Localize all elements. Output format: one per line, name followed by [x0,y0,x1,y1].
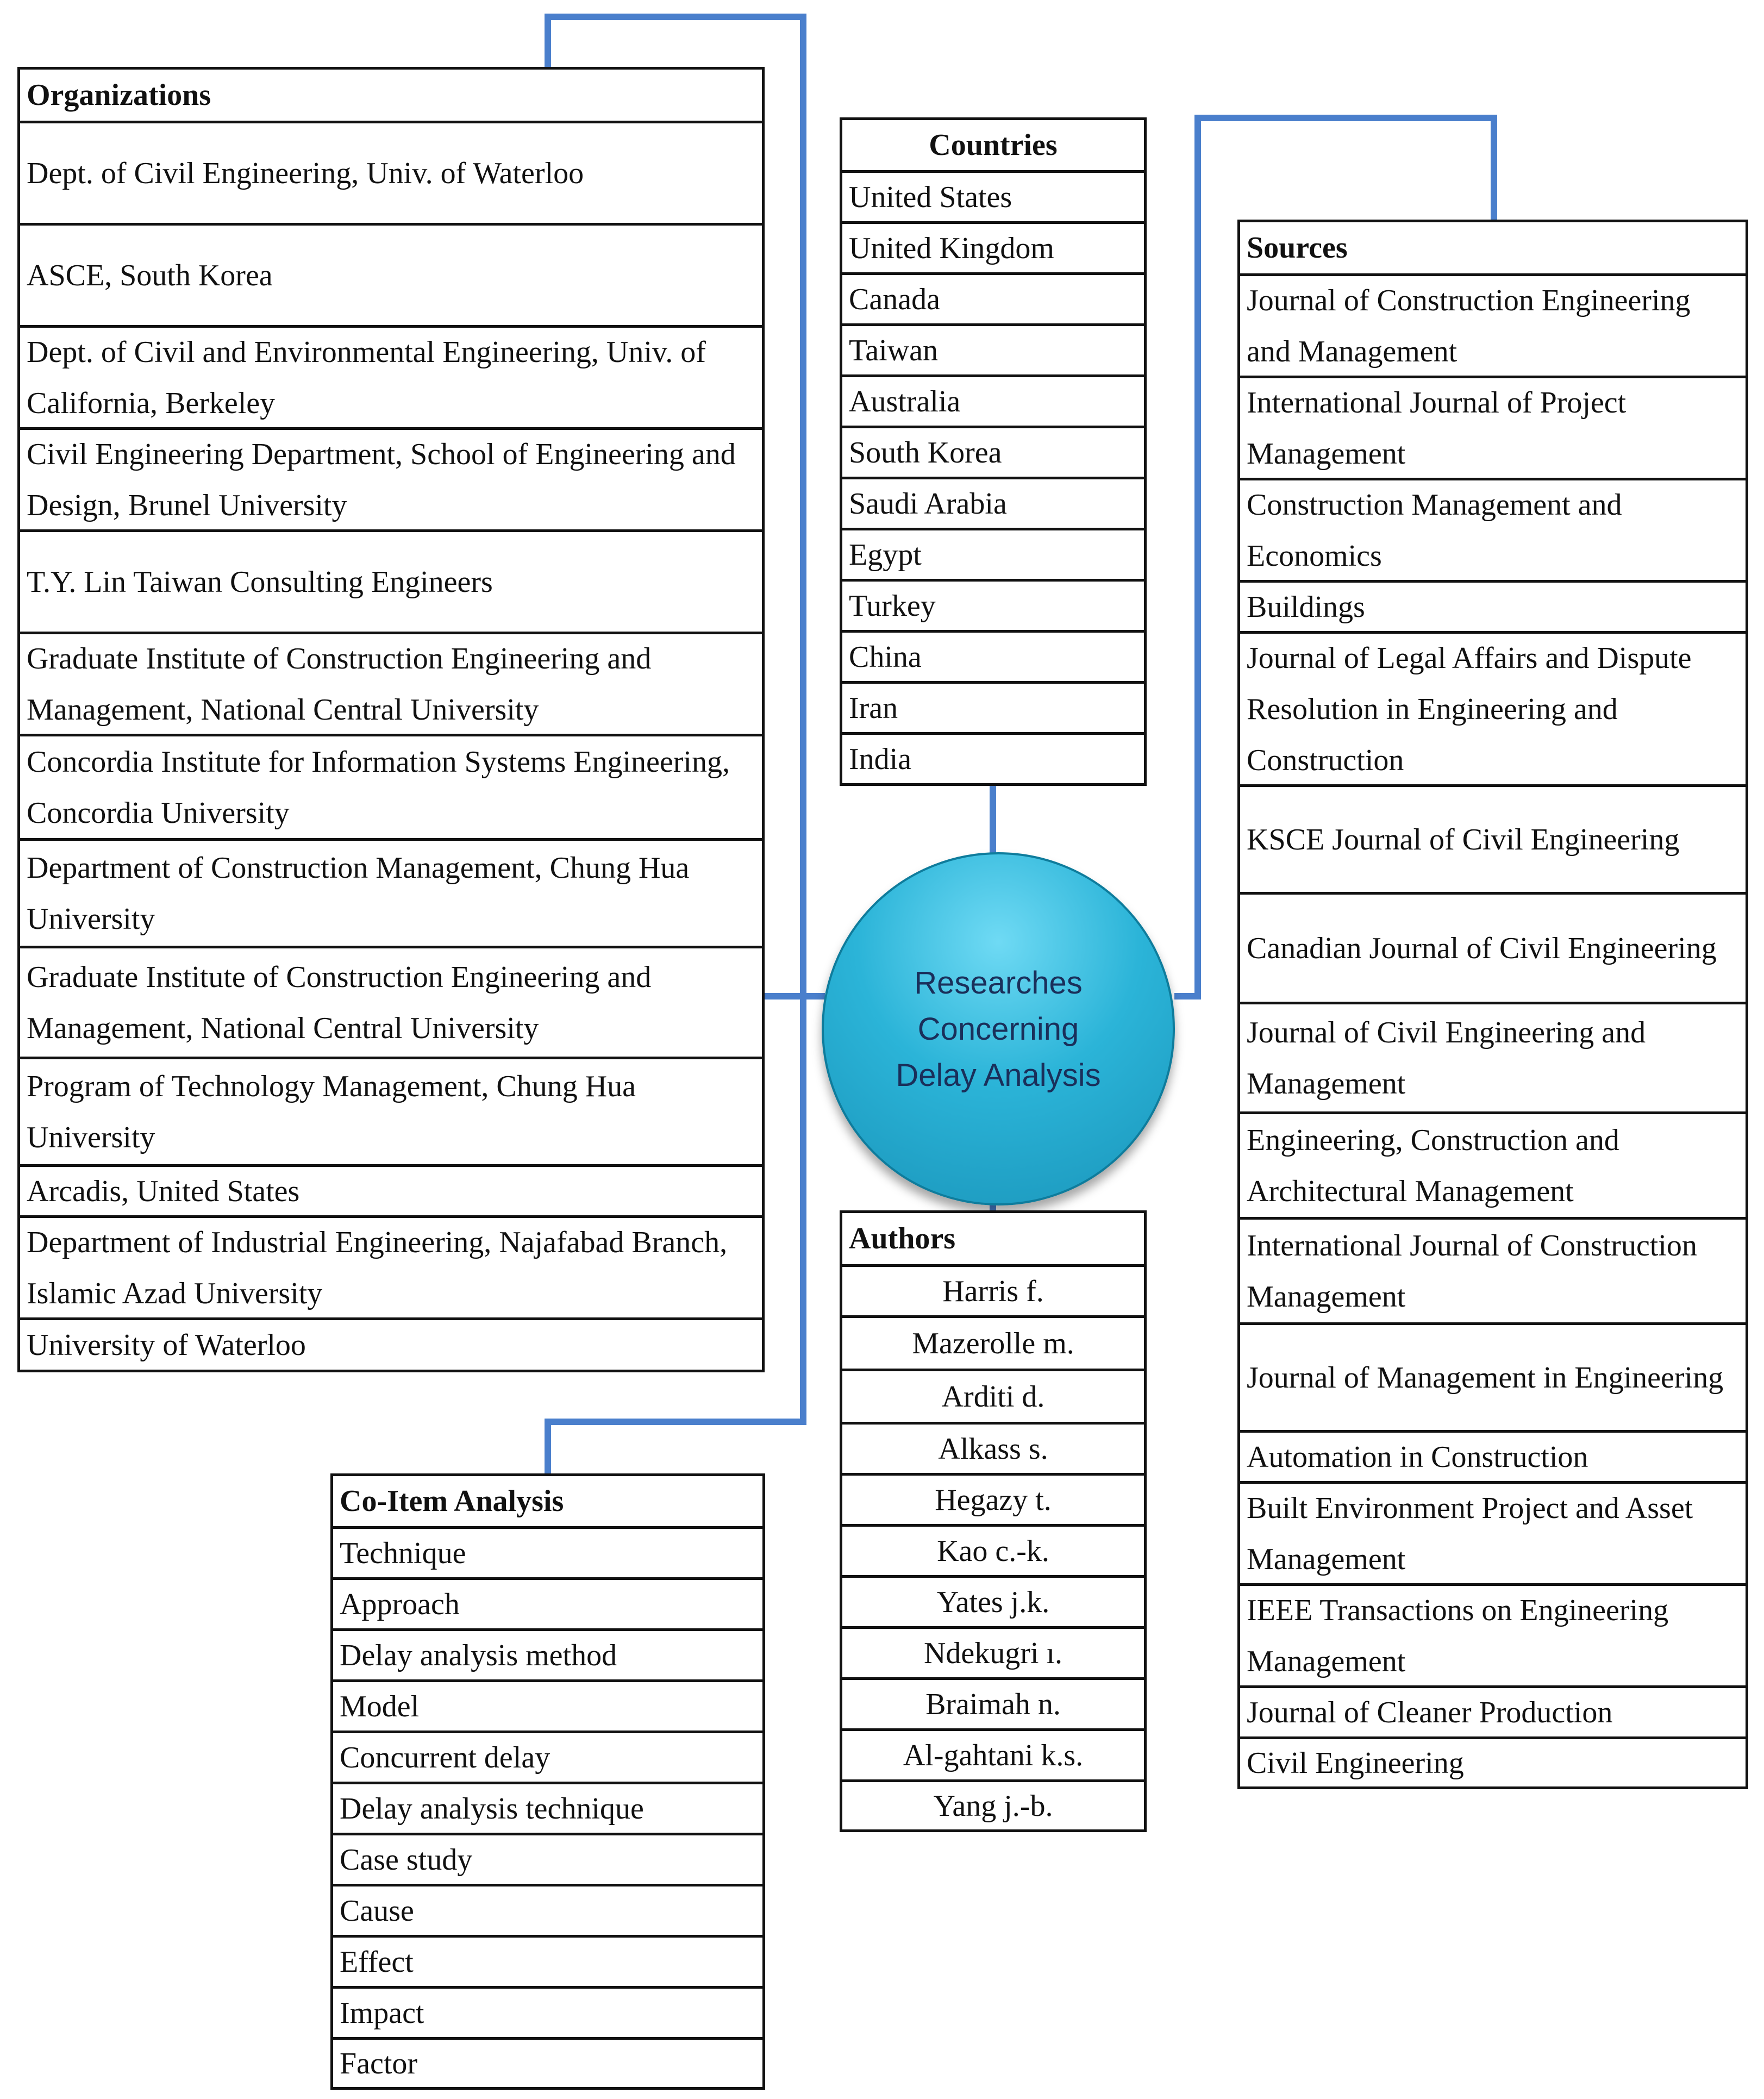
author-item: Braimah n. [842,1677,1144,1728]
coitem-item: Delay analysis technique [333,1782,762,1833]
organization-item: Concordia Institute for Information Systems Engineering, Concordia University [20,734,762,838]
organization-item: Graduate Institute of Construction Engineering and Management, National Central University [20,946,762,1057]
organization-item: Civil Engineering Department, School of Engineering and Design, Brunel University [20,427,762,529]
countries-title: Countries [929,128,1058,162]
source-item: Construction Management and Economics [1240,478,1746,580]
organization-item: Department of Industrial Engineering, Najafabad Branch, Islamic Azad University [20,1215,762,1317]
country-item: Turkey [842,579,1144,630]
organization-item: Dept. of Civil and Environmental Engineering, Univ. of California, Berkeley [20,325,762,427]
country-item: China [842,630,1144,681]
source-item: IEEE Transactions on Engineering Management [1240,1583,1746,1685]
country-item: Taiwan [842,323,1144,374]
authors-title: Authors [849,1222,956,1255]
organization-item: T.Y. Lin Taiwan Consulting Engineers [20,529,762,632]
organization-item: Graduate Institute of Construction Engineering and Management, National Central University [20,632,762,734]
organizations-title: Organizations [27,78,211,112]
author-item: Mazerolle m. [842,1315,1144,1369]
source-item: Engineering, Construction and Architectural Management [1240,1111,1746,1217]
source-item: KSCE Journal of Civil Engineering [1240,784,1746,892]
author-item: Hegazy t. [842,1473,1144,1524]
organization-item: ASCE, South Korea [20,223,762,325]
author-item: Yates j.k. [842,1575,1144,1626]
country-item: Iran [842,681,1144,732]
coitems-title: Co-Item Analysis [340,1484,564,1518]
source-item: Journal of Construction Engineering and Management [1240,273,1746,376]
author-item: Arditi d. [842,1369,1144,1422]
country-item: United Kingdom [842,221,1144,272]
source-item: International Journal of Construction Management [1240,1217,1746,1322]
coitem-item: Approach [333,1577,762,1628]
source-item: Automation in Construction [1240,1430,1746,1481]
organization-item: Department of Construction Management, Chung Hua University [20,838,762,946]
coitem-item: Concurrent delay [333,1731,762,1782]
center-label: Researches Concerning Delay Analysis [896,965,1101,1093]
coitem-item: Model [333,1679,762,1731]
source-item: Journal of Legal Affairs and Dispute Resolution in Engineering and Construction [1240,631,1746,784]
country-item: India [842,732,1144,783]
author-item: Al-gahtani k.s. [842,1728,1144,1779]
sources-table [1237,220,1748,1789]
coitem-item: Technique [333,1526,762,1577]
organization-item: Dept. of Civil Engineering, Univ. of Waterloo [20,121,762,223]
country-item: United States [842,170,1144,221]
country-item: Canada [842,272,1144,323]
sources-title: Sources [1247,231,1348,265]
center-node [822,852,1175,1205]
country-item: Saudi Arabia [842,477,1144,528]
author-item: Ndekugri ı. [842,1626,1144,1677]
source-item: Buildings [1240,580,1746,631]
country-item: South Korea [842,426,1144,477]
authors-table [840,1210,1147,1832]
organization-item: Arcadis, United States [20,1164,762,1215]
coitem-item: Case study [333,1833,762,1884]
source-item: Journal of Management in Engineering [1240,1322,1746,1430]
coitem-analysis-table [330,1473,765,2090]
source-item: International Journal of Project Management [1240,376,1746,478]
source-item: Journal of Cleaner Production [1240,1685,1746,1736]
coitem-item: Cause [333,1884,762,1935]
author-item: Kao c.-k. [842,1524,1144,1575]
author-item: Alkass s. [842,1422,1144,1473]
source-item: Canadian Journal of Civil Engineering [1240,892,1746,1002]
organization-item: University of Waterloo [20,1317,762,1370]
coitem-item: Factor [333,2037,762,2087]
source-item: Journal of Civil Engineering and Management [1240,1002,1746,1111]
source-item: Built Environment Project and Asset Management [1240,1481,1746,1583]
source-item: Civil Engineering [1240,1736,1746,1786]
coitem-item: Effect [333,1935,762,1986]
organization-item: Program of Technology Management, Chung Hua University [20,1057,762,1164]
country-item: Australia [842,374,1144,426]
coitem-item: Impact [333,1986,762,2037]
author-item: Yang j.-b. [842,1779,1144,1829]
author-item: Harris f. [842,1264,1144,1315]
countries-table [840,117,1147,786]
organizations-table [17,67,765,1372]
coitem-item: Delay analysis method [333,1628,762,1679]
country-item: Egypt [842,528,1144,579]
